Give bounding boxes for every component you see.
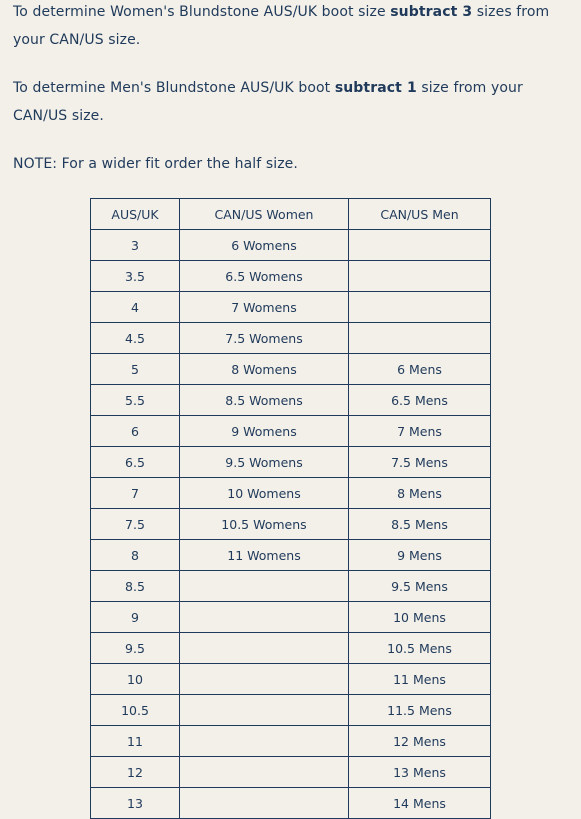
table-row	[91, 230, 491, 261]
table-row	[91, 261, 491, 292]
cell-aus-uk: 6.5	[91, 447, 180, 478]
cell-aus-uk: 12	[91, 757, 180, 788]
cell-aus-uk: 6	[91, 416, 180, 447]
table-row	[91, 292, 491, 323]
cell-can-us-women	[180, 633, 349, 664]
table-row	[91, 447, 491, 478]
table-row	[91, 478, 491, 509]
cell-can-us-men: 12 Mens	[349, 726, 491, 757]
cell-can-us-women: 8 Womens	[180, 354, 349, 385]
table-row	[91, 757, 491, 788]
cell-can-us-men: 6.5 Mens	[349, 385, 491, 416]
cell-can-us-men	[349, 292, 491, 323]
cell-aus-uk: 7.5	[91, 509, 180, 540]
cell-aus-uk: 10.5	[91, 695, 180, 726]
women-instruction-text: To determine Women's Blundstone AUS/UK boot size	[13, 4, 391, 20]
table-row	[91, 695, 491, 726]
cell-aus-uk: 11	[91, 726, 180, 757]
cell-aus-uk: 4	[91, 292, 180, 323]
women-subtract-emphasis: subtract 3	[390, 4, 473, 20]
table-row	[91, 385, 491, 416]
size-chart	[90, 198, 491, 819]
table-row	[91, 788, 491, 819]
cell-can-us-men: 6 Mens	[349, 354, 491, 385]
cell-aus-uk: 8	[91, 540, 180, 571]
cell-can-us-men: 14 Mens	[349, 788, 491, 819]
cell-aus-uk: 8.5	[91, 571, 180, 602]
cell-aus-uk: 5.5	[91, 385, 180, 416]
table-row	[91, 354, 491, 385]
cell-can-us-women	[180, 726, 349, 757]
cell-can-us-men: 10.5 Mens	[349, 633, 491, 664]
cell-can-us-men: 8.5 Mens	[349, 509, 491, 540]
cell-can-us-women	[180, 757, 349, 788]
cell-can-us-women	[180, 695, 349, 726]
cell-can-us-women: 7 Womens	[180, 292, 349, 323]
cell-can-us-women: 9.5 Womens	[180, 447, 349, 478]
cell-can-us-women: 10.5 Womens	[180, 509, 349, 540]
women-size-instruction	[13, 0, 573, 54]
cell-can-us-men: 11.5 Mens	[349, 695, 491, 726]
women-instruction-suffix: sizes from your CAN/US size.	[13, 4, 550, 48]
cell-can-us-men: 11 Mens	[349, 664, 491, 695]
cell-can-us-men: 10 Mens	[349, 602, 491, 633]
cell-can-us-women: 9 Womens	[180, 416, 349, 447]
cell-can-us-women: 8.5 Womens	[180, 385, 349, 416]
cell-aus-uk: 9.5	[91, 633, 180, 664]
cell-aus-uk: 5	[91, 354, 180, 385]
men-instruction-suffix: size from your CAN/US size.	[13, 80, 523, 124]
cell-aus-uk: 9	[91, 602, 180, 633]
cell-aus-uk: 7	[91, 478, 180, 509]
header-can-us-women: CAN/US Women	[180, 199, 349, 230]
men-instruction-text: To determine Men's Blundstone AUS/UK boot	[13, 80, 335, 96]
table-row	[91, 416, 491, 447]
cell-aus-uk: 13	[91, 788, 180, 819]
table-row	[91, 602, 491, 633]
cell-can-us-women	[180, 571, 349, 602]
cell-aus-uk: 3.5	[91, 261, 180, 292]
wide-fit-note: NOTE: For a wider fit order the half size.	[13, 156, 298, 172]
cell-can-us-men	[349, 261, 491, 292]
cell-aus-uk: 3	[91, 230, 180, 261]
cell-aus-uk: 10	[91, 664, 180, 695]
cell-can-us-men: 9.5 Mens	[349, 571, 491, 602]
size-conversion-table	[90, 198, 491, 819]
men-subtract-emphasis: subtract 1	[334, 80, 417, 96]
cell-can-us-women	[180, 788, 349, 819]
cell-can-us-women: 6 Womens	[180, 230, 349, 261]
cell-can-us-men	[349, 230, 491, 261]
cell-can-us-women: 6.5 Womens	[180, 261, 349, 292]
cell-can-us-women	[180, 664, 349, 695]
table-row	[91, 664, 491, 695]
men-size-instruction	[13, 74, 573, 130]
table-row	[91, 571, 491, 602]
cell-can-us-men: 7 Mens	[349, 416, 491, 447]
cell-can-us-women: 7.5 Womens	[180, 323, 349, 354]
cell-can-us-women	[180, 602, 349, 633]
cell-aus-uk: 4.5	[91, 323, 180, 354]
header-aus-uk: AUS/UK	[91, 199, 180, 230]
header-can-us-men: CAN/US Men	[349, 199, 491, 230]
cell-can-us-men: 7.5 Mens	[349, 447, 491, 478]
cell-can-us-men: 9 Mens	[349, 540, 491, 571]
cell-can-us-men	[349, 323, 491, 354]
cell-can-us-men: 8 Mens	[349, 478, 491, 509]
cell-can-us-women: 10 Womens	[180, 478, 349, 509]
table-row	[91, 726, 491, 757]
cell-can-us-men: 13 Mens	[349, 757, 491, 788]
table-row	[91, 509, 491, 540]
table-row	[91, 323, 491, 354]
cell-can-us-women: 11 Womens	[180, 540, 349, 571]
table-row	[91, 633, 491, 664]
table-header-row	[91, 199, 491, 230]
table-body	[91, 230, 491, 819]
table-row	[91, 540, 491, 571]
